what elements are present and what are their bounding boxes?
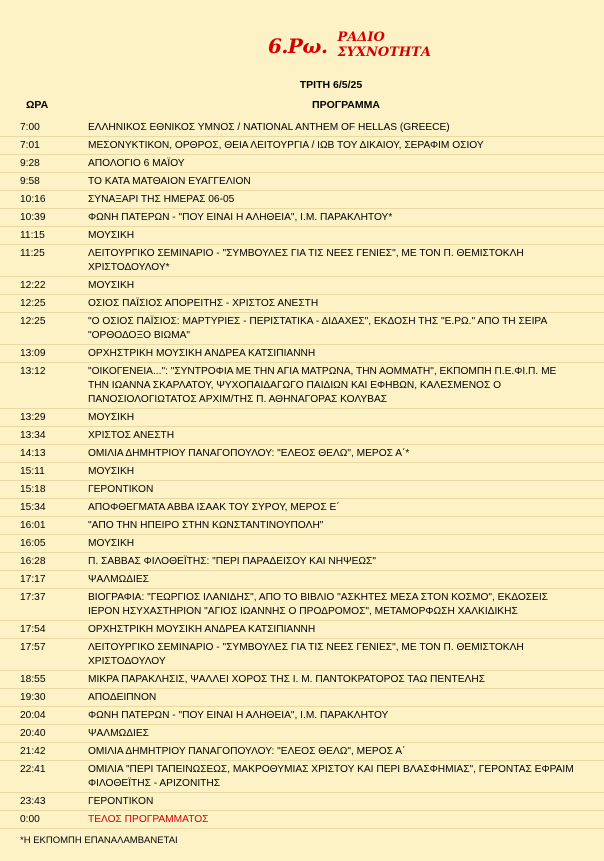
schedule-row (0, 553, 604, 571)
schedule-program: ΓΕΡΟΝΤΙΚΟΝ (88, 483, 154, 495)
schedule-row (0, 409, 604, 427)
schedule-time: 14:13 (20, 447, 46, 459)
schedule-time: 7:00 (20, 121, 40, 133)
schedule-program: ΦΩΝΗ ΠΑΤΕΡΩΝ - "ΠΟΥ ΕΙΝΑΙ Η ΑΛΗΘΕΙΑ", Ι.Μ. ΠΑΡΑΚΛΗΤΟΥ* (88, 211, 393, 223)
schedule-row (0, 639, 604, 671)
schedule-time: 15:18 (20, 483, 46, 495)
logo-sub-text (337, 30, 430, 60)
schedule-program: "Ο ΟΣΙΟΣ ΠΑΪΣΙΟΣ: ΜΑΡΤΥΡΙΕΣ - ΠΕΡΙΣΤΑΤΙΚΑ - ΔΙΔΑΧΕΣ", ΕΚΔΟΣΗ ΤΗΣ "Ε.ΡΩ." ΑΠΟ ΤΗ ΣΕΙΡΑ "ΟΡΘΟΔΟΞΟ ΒΙΩΜΑ" (88, 315, 547, 341)
schedule-program: ΜΟΥΣΙΚΗ (88, 229, 135, 241)
schedule-time: 17:37 (20, 591, 46, 603)
schedule-time: 13:34 (20, 429, 46, 441)
schedule-program: ΟΜΙΛΙΑ "ΠΕΡΙ ΤΑΠΕΙΝΩΣΕΩΣ, ΜΑΚΡΟΘΥΜΙΑΣ ΧΡΙΣΤΟΥ ΚΑΙ ΠΕΡΙ ΒΛΑΣΦΗΜΙΑΣ", ΓΕΡΟΝΤΑΣ ΕΦΡΑΙΜ ΦΙΛΟΘΕΪΤΗΣ - ΑΡΙΖΟΝΙΤΗΣ (88, 763, 574, 789)
schedule-time: 20:40 (20, 727, 46, 739)
program-column-header: ΠΡΟΓΡΑΜΜΑ (312, 99, 380, 111)
schedule-time: 12:22 (20, 279, 46, 291)
schedule-program: ΜΟΥΣΙΚΗ (88, 279, 135, 291)
schedule-program: ΟΡΧΗΣΤΡΙΚΗ ΜΟΥΣΙΚΗ ΑΝΔΡΕΑ ΚΑΤΣΙΠΙΑΝΝΗ (88, 623, 316, 635)
schedule-time: 15:34 (20, 501, 46, 513)
schedule-time: 11:15 (20, 229, 45, 241)
schedule-program: ΦΩΝΗ ΠΑΤΕΡΩΝ - "ΠΟΥ ΕΙΝΑΙ Η ΑΛΗΘΕΙΑ", Ι.Μ. ΠΑΡΑΚΛΗΤΟΥ (88, 709, 389, 721)
schedule-time: 15:11 (20, 465, 45, 477)
schedule-row (0, 725, 604, 743)
schedule-row (0, 155, 604, 173)
schedule-program: ΒΙΟΓΡΑΦΙΑ: "ΓΕΩΡΓΙΟΣ ΙΛΑΝΙΔΗΣ", ΑΠΟ ΤΟ ΒΙΒΛΙΟ "ΑΣΚΗΤΕΣ ΜΕΣΑ ΣΤΟΝ ΚΟΣΜΟ", ΕΚΔΟΣΕΙΣ ΙΕΡΟΝ ΗΣΥΧΑΣΤΗΡΙΟΝ "ΑΓΙΟΣ ΙΩΑΝΝΗΣ Ο ΠΡΟΔΡΟΜΟΣ", ΜΕΤΑΜΟΡΦΩΣΗ ΧΑΛΚΙΔΙΚΗΣ (88, 591, 548, 617)
schedule-row (0, 621, 604, 639)
schedule-row (0, 589, 604, 621)
schedule-time: 12:25 (20, 315, 46, 327)
schedule-row (0, 277, 604, 295)
schedule-program: ΟΡΧΗΣΤΡΙΚΗ ΜΟΥΣΙΚΗ ΑΝΔΡΕΑ ΚΑΤΣΙΠΙΑΝΝΗ (88, 347, 316, 359)
schedule-program: ΑΠΟΛΟΓΙΟ 6 ΜΑΪΟΥ (88, 157, 185, 169)
schedule-program: ΕΛΛΗΝΙΚΟΣ ΕΘΝΙΚΟΣ ΥΜΝΟΣ / NATIONAL ANTHEM OF HELLAS (GREECE) (88, 121, 450, 133)
schedule-row (0, 445, 604, 463)
schedule-time: 0:00 (20, 813, 40, 825)
schedule-time: 19:30 (20, 691, 46, 703)
schedule-row (0, 345, 604, 363)
schedule-program: ΨΑΛΜΩΔΙΕΣ (88, 573, 149, 585)
schedule-row (0, 499, 604, 517)
schedule-row (0, 707, 604, 725)
logo-line-1: ΡΑΔΙΟ (337, 30, 385, 45)
schedule-time: 16:28 (20, 555, 46, 567)
schedule-program: "ΑΠΟ ΤΗΝ ΗΠΕΙΡΟ ΣΤΗΝ ΚΩΝΣΤΑΝΤΙΝΟΥΠΟΛΗ" (88, 519, 324, 531)
schedule-time: 22:41 (20, 763, 46, 775)
schedule-row (0, 191, 604, 209)
schedule-row (0, 427, 604, 445)
schedule-program: ΛΕΙΤΟΥΡΓΙΚΟ ΣΕΜΙΝΑΡΙΟ - "ΣΥΜΒΟΥΛΕΣ ΓΙΑ ΤΙΣ ΝΕΕΣ ΓΕΝΙΕΣ", ΜΕ ΤΟΝ Π. ΘΕΜΙΣΤΟΚΛΗ ΧΡΙΣΤΟΔΟΥΛΟΥ* (88, 247, 524, 273)
schedule-time: 9:58 (20, 175, 40, 187)
schedule-program: ΤΟ ΚΑΤΑ ΜΑΤΘΑΙΟΝ ΕΥΑΓΓΕΛΙΟΝ (88, 175, 251, 187)
schedule-time: 10:16 (20, 193, 46, 205)
schedule-time: 17:54 (20, 623, 46, 635)
schedule-program: ΜΟΥΣΙΚΗ (88, 465, 135, 477)
schedule-row (0, 761, 604, 793)
schedule-time: 9:28 (20, 157, 40, 169)
schedule-row (0, 363, 604, 409)
schedule-program: ΟΣΙΟΣ ΠΑΪΣΙΟΣ ΑΠΟΡΕΙΤΗΣ - ΧΡΙΣΤΟΣ ΑΝΕΣΤΗ (88, 297, 319, 309)
schedule-time: 13:12 (20, 365, 46, 377)
schedule-time: 23:43 (20, 795, 46, 807)
schedule-program: ΜΙΚΡΑ ΠΑΡΑΚΛΗΣΙΣ, ΨΑΛΛΕΙ ΧΟΡΟΣ ΤΗΣ Ι. Μ. ΠΑΝΤΟΚΡΑΤΟΡΟΣ ΤΑΩ ΠΕΝΤΕΛΗΣ (88, 673, 486, 685)
schedule-program: ΜΕΣΟΝΥΚΤΙΚΟΝ, ΟΡΘΡΟΣ, ΘΕΙΑ ΛΕΙΤΟΥΡΓΙΑ / ΙΩΒ ΤΟΥ ΔΙΚΑΙΟΥ, ΣΕΡΑΦΙΜ ΟΣΙΟΥ (88, 139, 484, 151)
schedule-row (0, 517, 604, 535)
schedule-row (0, 295, 604, 313)
schedule-row (0, 137, 604, 155)
schedule-program: ΛΕΙΤΟΥΡΓΙΚΟ ΣΕΜΙΝΑΡΙΟ - "ΣΥΜΒΟΥΛΕΣ ΓΙΑ ΤΙΣ ΝΕΕΣ ΓΕΝΙΕΣ", ΜΕ ΤΟΝ Π. ΘΕΜΙΣΤΟΚΛΗ ΧΡΙΣΤΟΔΟΥΛΟΥ (88, 641, 524, 667)
schedule-time: 17:17 (20, 573, 46, 585)
station-logo (268, 30, 431, 60)
schedule-program: ΟΜΙΛΙΑ ΔΗΜΗΤΡΙΟΥ ΠΑΝΑΓΟΠΟΥΛΟΥ: "ΕΛΕΟΣ ΘΕΛΩ", ΜΕΡΟΣ Α΄ (88, 745, 406, 757)
schedule-row (0, 119, 604, 137)
schedule-row (0, 313, 604, 345)
schedule-table (0, 119, 604, 829)
schedule-row (0, 571, 604, 589)
logo-line-2: ΣΥΧΝΟΤΗΤΑ (337, 45, 431, 60)
column-headers (0, 99, 604, 113)
schedule-row (0, 689, 604, 707)
schedule-time: 16:05 (20, 537, 46, 549)
schedule-program: "ΟΙΚΟΓΕΝΕΙΑ...": "ΣΥΝΤΡΟΦΙΑ ΜΕ ΤΗΝ ΑΓΙΑ ΜΑΤΡΩΝΑ, ΤΗΝ ΑΟΜΜΑΤΗ", ΕΚΠΟΜΠΗ Π.Ε.ΦΙ.Π. ΜΕ ΤΗΝ ΙΩΑΝΝΑ ΣΚΑΡΛΑΤΟΥ, ΨΥΧΟΠΑΙΔΑΓΩΓΟ ΠΑΙΔΙΩΝ ΚΑΙ ΕΦΗΒΩΝ, ΚΑΛΕΣΜΕΝΟΣ Ο ΠΑΝΟΣΙΟΛΟΓΙΩΤΑΤΟΣ ΑΡΧΙΜ/ΤΗΣ Π. ΑΘΗΝΑΓΟΡΑΣ ΚΟΛΥΒΑΣ (88, 365, 557, 405)
schedule-program: Π. ΣΑΒΒΑΣ ΦΙΛΟΘΕΪΤΗΣ: "ΠΕΡΙ ΠΑΡΑΔΕΙΣΟΥ ΚΑΙ ΝΗΨΕΩΣ" (88, 555, 376, 567)
logo-main-text: 6.Ρω. (268, 34, 328, 58)
schedule-row (0, 463, 604, 481)
schedule-row (0, 481, 604, 499)
schedule-time: 13:29 (20, 411, 46, 423)
schedule-time: 11:25 (20, 247, 45, 259)
schedule-time: 13:09 (20, 347, 46, 359)
schedule-program: ΟΜΙΛΙΑ ΔΗΜΗΤΡΙΟΥ ΠΑΝΑΓΟΠΟΥΛΟΥ: "ΕΛΕΟΣ ΘΕΛΩ", ΜΕΡΟΣ Α΄* (88, 447, 410, 459)
schedule-row (0, 245, 604, 277)
schedule-program: ΓΕΡΟΝΤΙΚΟΝ (88, 795, 154, 807)
schedule-row (0, 671, 604, 689)
schedule-time: 7:01 (20, 139, 40, 151)
schedule-program: ΤΕΛΟΣ ΠΡΟΓΡΑΜΜΑΤΟΣ (88, 813, 209, 825)
schedule-program: ΣΥΝΑΞΑΡΙ ΤΗΣ ΗΜΕΡΑΣ 06-05 (88, 193, 235, 205)
schedule-program: ΨΑΛΜΩΔΙΕΣ (88, 727, 149, 739)
schedule-program: ΑΠΟΔΕΙΠΝΟΝ (88, 691, 157, 703)
schedule-row (0, 173, 604, 191)
schedule-program: ΜΟΥΣΙΚΗ (88, 411, 135, 423)
schedule-row (0, 209, 604, 227)
schedule-program: ΜΟΥΣΙΚΗ (88, 537, 135, 549)
schedule-row (0, 535, 604, 553)
schedule-row (0, 743, 604, 761)
schedule-time: 18:55 (20, 673, 46, 685)
schedule-time: 16:01 (20, 519, 46, 531)
footnote: *Η ΕΚΠΟΜΠΗ ΕΠΑΝΑΛΑΜΒΑΝΕΤΑΙ (20, 835, 178, 846)
schedule-row (0, 811, 604, 829)
schedule-date: ΤΡΙΤΗ 6/5/25 (299, 79, 363, 91)
time-column-header: ΩΡΑ (26, 99, 49, 111)
schedule-time: 12:25 (20, 297, 46, 309)
schedule-row (0, 793, 604, 811)
schedule-time: 20:04 (20, 709, 46, 721)
schedule-time: 21:42 (20, 745, 46, 757)
schedule-program: ΑΠΟΦΘΕΓΜΑΤΑ ΑΒΒΑ ΙΣΑΑΚ ΤΟΥ ΣΥΡΟΥ, ΜΕΡΟΣ Ε΄ (88, 501, 340, 513)
schedule-row (0, 227, 604, 245)
schedule-time: 10:39 (20, 211, 46, 223)
schedule-time: 17:57 (20, 641, 46, 653)
schedule-program: ΧΡΙΣΤΟΣ ΑΝΕΣΤΗ (88, 429, 175, 441)
